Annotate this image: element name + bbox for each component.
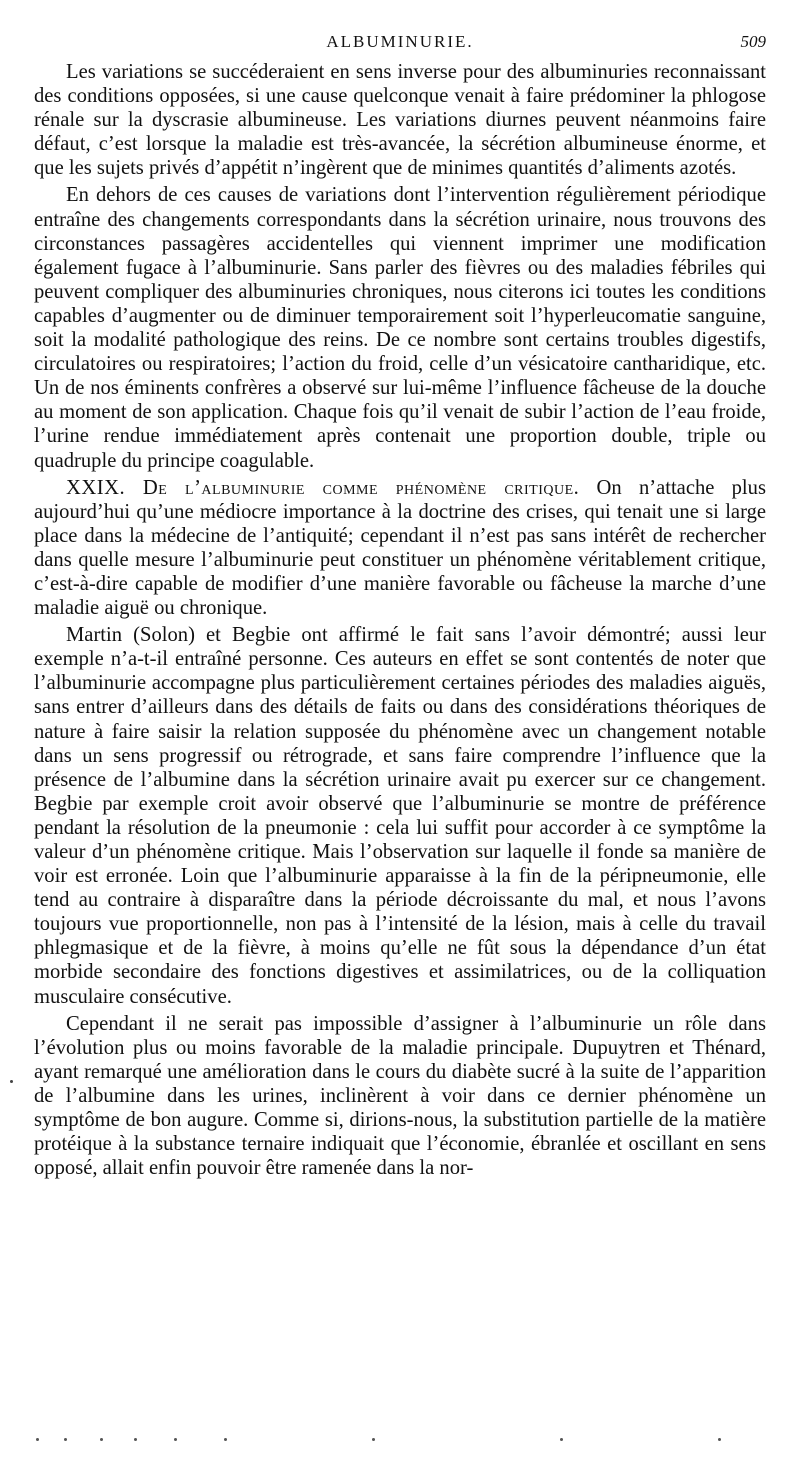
page-number: 509	[740, 32, 766, 51]
running-title: ALBUMINURIE.	[326, 32, 474, 51]
paragraph-5: Cependant il ne serait pas impossible d’assigner à l’albuminurie un rôle dans l’évolution plus ou moins favorable de la maladie principale. Dupuytren et Thénard, ayant remarqué une amélioration dans le cours du diabète sucré à la suite de l’apparition de l’albumine dans les urines, inclinèrent à voir dans ce dernier phénomène un symptôme de bon augure. Comme si, dirions-nous, la substitution partielle de la matière protéique à la substance ternaire indiquait que l’économie, ébranlée et oscillant en sens opposé, allait enfin pouvoir être ramenée dans la nor-	[34, 1012, 766, 1180]
speck-mark	[174, 1438, 177, 1441]
speck-mark	[100, 1438, 103, 1441]
bottom-show-through-marks	[0, 1438, 800, 1448]
speck-mark	[134, 1438, 137, 1441]
running-header	[0, 30, 800, 56]
section-heading: XXIX. De l’albuminurie comme phénomène critique.	[66, 476, 580, 499]
paragraph-2: En dehors de ces causes de variations dont l’intervention régulièrement périodique entraîne des changements correspondants dans la sécrétion urinaire, nous trouvons des circonstances passagères accidentelles qui viennent imprimer une modification également fugace à l’albuminurie. Sans parler des fièvres ou des maladies fébriles qui peuvent compliquer des albuminuries chroniques, nous citerons ici toutes les conditions capables d’augmenter ou de diminuer temporairement soit l’hyperleucomatie sanguine, soit la modalité pathologique des reins. De ce nombre sont certains troubles digestifs, circulatoires ou respiratoires; l’action du froid, celle d’un vésicatoire cantharidique, etc. Un de nos éminents confrères a observé sur lui-même l’influence fâcheuse de la douche au moment de son application. Chaque fois qu’il venait de subir l’action de l’eau froide, l’urine rendue immédiatement après contenait une proportion double, triple ou quadruple du principe coagulable.	[34, 184, 766, 472]
paragraph-3	[34, 476, 766, 621]
margin-speck	[10, 1080, 13, 1083]
paragraph-1: Les variations se succéderaient en sens inverse pour des albuminuries reconnaissant des conditions opposées, si une cause quelconque venait à faire prédominer la phlogose rénale sur la dyscrasie albumineuse. Les variations diurnes peuvent néanmoins faire défaut, c’est lorsque la maladie est très-avancée, la sécrétion albumineuse énorme, et que les sujets privés d’appétit n’ingèrent que de minimes quantités d’aliments azotés.	[34, 61, 766, 180]
speck-mark	[36, 1438, 39, 1441]
speck-mark	[718, 1438, 721, 1441]
speck-mark	[64, 1438, 67, 1441]
speck-mark	[372, 1438, 375, 1441]
speck-mark	[560, 1438, 563, 1441]
speck-mark	[224, 1438, 227, 1441]
section-body: On n’attache plus aujourd’hui qu’une médiocre importance à la doctrine des crises, qui tenait une si large place dans la médecine de l’antiquité; cependant il n’est pas sans intérêt de rechercher dans quelle mesure l’albuminurie peut constituer un phénomène véritablement critique, c’est-à-dire capable de modifier d’une manière favorable ou fâcheuse la marche d’une maladie aiguë ou chronique.	[34, 476, 766, 620]
body-text	[34, 60, 766, 1183]
paragraph-4: Martin (Solon) et Begbie ont affirmé le fait sans l’avoir démontré; aussi leur exemple n’a-t-il entraîné personne. Ces auteurs en effet se sont contentés de noter que l’albuminurie accompagne plus particulièrement certaines périodes des maladies aiguës, sans entrer d’ailleurs dans des détails de faits ou dans des considérations théoriques de nature à faire saisir la relation supposée du phénomène avec un changement notable dans un sens progressif ou rétrograde, et sans faire comprendre l’influence que la présence de l’albumine dans la sécrétion urinaire avait pu exercer sur ce changement. Begbie par exemple croit avoir observé que l’albuminurie se montre de préférence pendant la résolution de la pneumonie : cela lui suffit pour accorder à ce symptôme la valeur d’un phénomène critique. Mais l’observation sur laquelle il fonde sa manière de voir est erronée. Loin que l’albuminurie apparaisse à la fin de la péripneumonie, elle tend au contraire à disparaître dans la période décroissante du mal, et nous l’avons toujours vue proportionnelle, non pas à l’intensité de la lésion, mais à celle du travail phlegmasique et de la fièvre, à moins qu’elle ne fût sous la dépendance d’un état morbide secondaire des fonctions digestives et assimilatrices, ou de la colliquation musculaire consécutive.	[34, 624, 766, 1008]
